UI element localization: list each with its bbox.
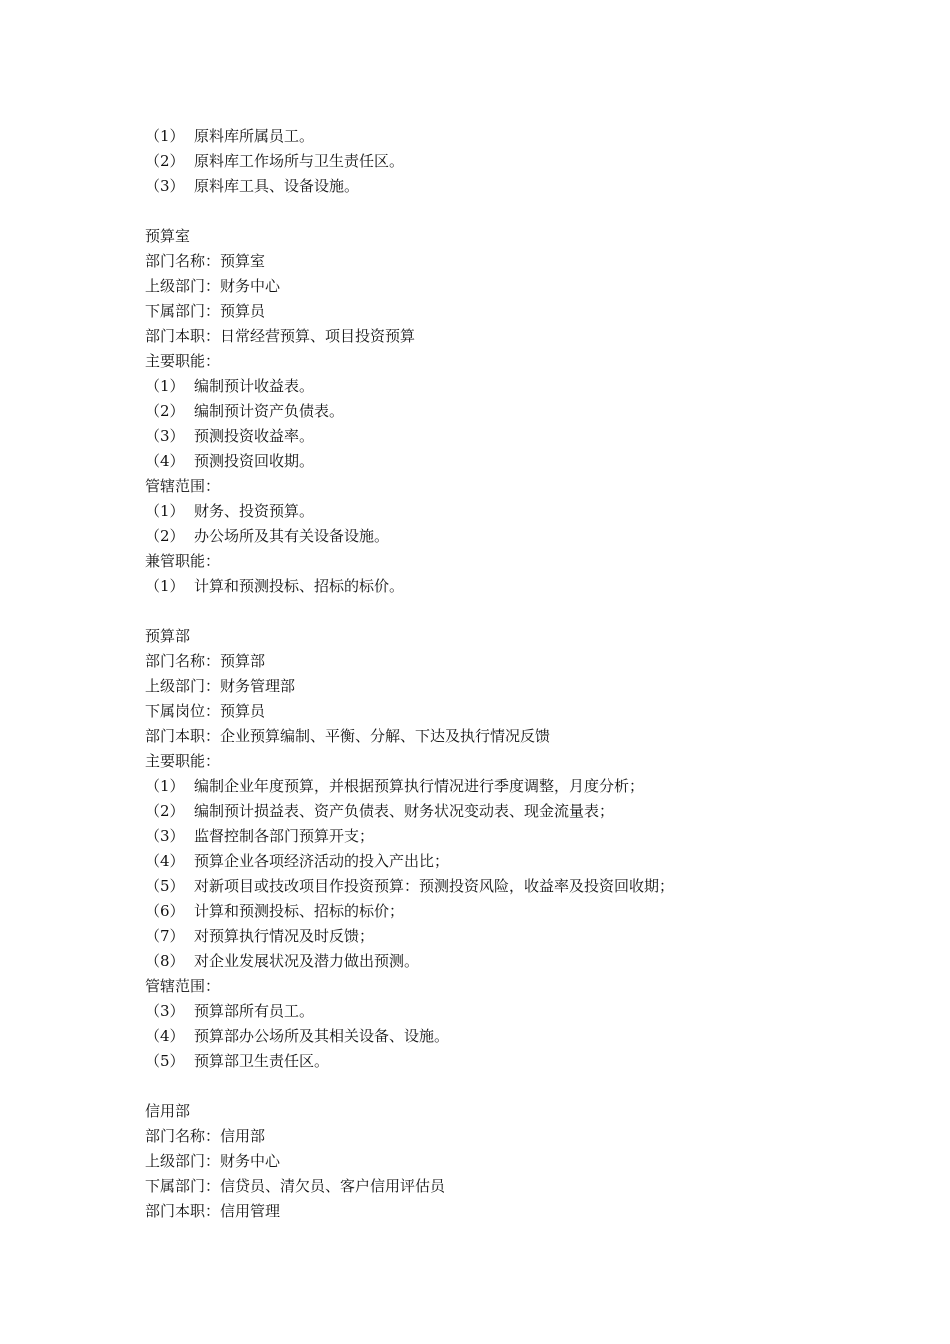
sub-position: 下属岗位：预算员 — [145, 702, 266, 720]
list-item: （1） 财务、投资预算。 — [145, 502, 315, 520]
list-item: （2） 原料库工作场所与卫生责任区。 — [145, 152, 405, 170]
spacer — [145, 1074, 905, 1099]
list-item: （1） 编制预计收益表。 — [145, 377, 315, 395]
spacer — [145, 199, 905, 224]
parent-department: 上级部门：财务中心 — [145, 277, 281, 295]
section-budget-room — [145, 224, 905, 599]
list-item: （2） 编制预计损益表、资产负债表、财务状况变动表、现金流量表； — [145, 802, 615, 820]
sub-department: 下属部门：信贷员、清欠员、客户信用评估员 — [145, 1177, 446, 1195]
list-item: （3） 监督控制各部门预算开支； — [145, 827, 375, 845]
list-item: （1） 原料库所属员工。 — [145, 127, 315, 145]
department-name: 部门名称：信用部 — [145, 1127, 266, 1145]
list-item: （5） 对新项目或技改项目作投资预算：预测投资风险，收益率及投资回收期； — [145, 877, 675, 895]
spacer — [145, 599, 905, 624]
document-page — [145, 124, 905, 1224]
sub-department: 下属部门：预算员 — [145, 302, 266, 320]
list-item: （6） 计算和预测投标、招标的标价； — [145, 902, 405, 920]
list-item: （1） 编制企业年度预算，并根据预算执行情况进行季度调整，月度分析； — [145, 777, 645, 795]
scope-label: 管辖范围： — [145, 477, 221, 495]
main-functions-label: 主要职能： — [145, 752, 221, 770]
extra-functions-label: 兼管职能： — [145, 552, 221, 570]
department-duty: 部门本职：日常经营预算、项目投资预算 — [145, 327, 416, 345]
department-name: 部门名称：预算部 — [145, 652, 266, 670]
list-item: （4） 预测投资回收期。 — [145, 452, 315, 470]
section-credit-dept — [145, 1099, 905, 1224]
intro-list — [145, 124, 905, 199]
list-item: （7） 对预算执行情况及时反馈； — [145, 927, 375, 945]
list-item: （1） 计算和预测投标、招标的标价。 — [145, 577, 405, 595]
list-item: （3） 原料库工具、设备设施。 — [145, 177, 360, 195]
parent-department: 上级部门：财务中心 — [145, 1152, 281, 1170]
scope-label: 管辖范围： — [145, 977, 221, 995]
list-item: （3） 预算部所有员工。 — [145, 1002, 315, 1020]
department-duty: 部门本职：企业预算编制、平衡、分解、下达及执行情况反馈 — [145, 727, 551, 745]
list-item: （8） 对企业发展状况及潜力做出预测。 — [145, 952, 420, 970]
list-item: （4） 预算部办公场所及其相关设备、设施。 — [145, 1027, 450, 1045]
main-functions-label: 主要职能： — [145, 352, 221, 370]
list-item: （4） 预算企业各项经济活动的投入产出比； — [145, 852, 450, 870]
section-heading: 预算室 — [145, 227, 191, 245]
section-heading: 预算部 — [145, 627, 191, 645]
department-duty: 部门本职：信用管理 — [145, 1202, 281, 1220]
list-item: （2） 办公场所及其有关设备设施。 — [145, 527, 390, 545]
list-item: （5） 预算部卫生责任区。 — [145, 1052, 330, 1070]
section-budget-dept — [145, 624, 905, 1074]
parent-department: 上级部门：财务管理部 — [145, 677, 296, 695]
list-item: （2） 编制预计资产负债表。 — [145, 402, 345, 420]
section-heading: 信用部 — [145, 1102, 191, 1120]
department-name: 部门名称：预算室 — [145, 252, 266, 270]
list-item: （3） 预测投资收益率。 — [145, 427, 315, 445]
